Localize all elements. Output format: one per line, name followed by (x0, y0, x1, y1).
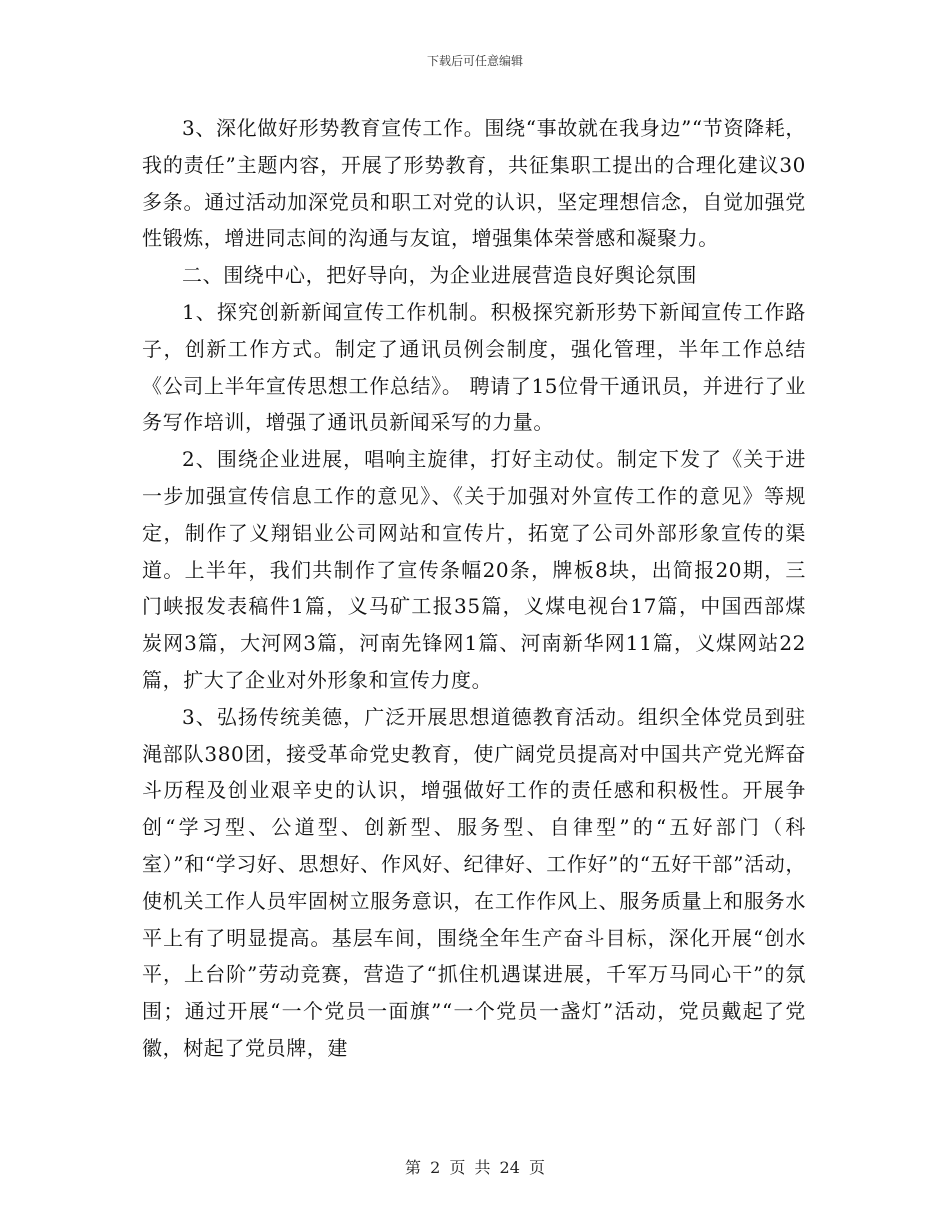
paragraph-1-news-mechanism: 1、探究创新新闻宣传工作机制。积极探究新形势下新闻宣传工作路子，创新工作方式。制定了通讯员例会制度，强化管理，半年工作总结《公司上半年宣传思想工作总结》。 聘请了15位骨干通讯员，并进行了业务写作培训，增强了通讯员新闻采写的力量。 (142, 299, 806, 435)
paragraph-2-enterprise-development: 2、围绕企业进展，唱响主旋律，打好主动仗。制定下发了《关于进一步加强宣传信息工作的意见》、《关于加强对外宣传工作的意见》等规定，制作了义翔铝业公司网站和宣传片，拓宽了公司外部形象宣传的渠道。上半年，我们共制作了宣传条幅20条，牌板8块，出简报20期，三门峡报发表稿件1篇，义马矿工报35篇，义煤电视台17篇，中国西部煤炭网3篇，大河网3篇，河南先锋网1篇、河南新华网11篇，义煤网站22篇，扩大了企业对外形象和宣传力度。 (142, 447, 806, 692)
page-header: 下载后可任意编辑 (426, 54, 523, 68)
document-body (142, 110, 806, 1067)
paragraph-3-traditional-virtues: 3、弘扬传统美德，广泛开展思想道德教育活动。组织全体党员到驻渑部队380团，接受革命党史教育，使广阔党员提高对中国共产党光辉奋斗历程及创业艰辛史的认识，增强做好工作的责任感和积极性。开展争创“学习型、公道型、创新型、服务型、自律型”的“五好部门（科室）”和“学习好、思想好、作风好、纪律好、工作好”的“五好干部”活动，使机关工作人员牢固树立服务意识，在工作作风上、服务质量上和服务水平上有了明显提高。基层车间，围绕全年生产奋斗目标，深化开展“创水平，上台阶”劳动竞赛，营造了“抓住机遇谋进展，千军万马同心干”的氛围；通过开展“一个党员一面旗”“一个党员一盏灯”活动，党员戴起了党徽，树起了党员牌，建 (142, 704, 806, 1060)
section-heading-2: 二、围绕中心，把好导向，为企业进展营造良好舆论氛围 (182, 263, 697, 288)
page-footer: 第 2 页 共 24 页 (405, 1158, 545, 1177)
paragraph-3-situation-education: 3、深化做好形势教育宣传工作。围绕“事故就在我身边”“节资降耗，我的责任”主题内容，开展了形势教育，共征集职工提出的合理化建议30多条。通过活动加深党员和职工对党的认识，坚定理想信念，自觉加强党性锻炼，增进同志间的沟通与友谊，增强集体荣誉感和凝聚力。 (142, 116, 806, 251)
